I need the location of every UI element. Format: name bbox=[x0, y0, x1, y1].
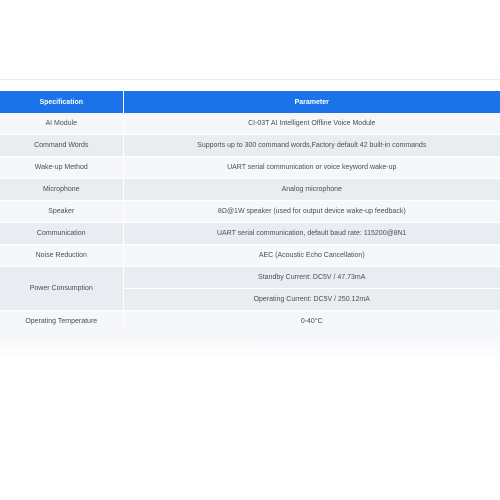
header-specification: Specification bbox=[0, 91, 123, 113]
page-divider bbox=[0, 79, 500, 80]
param-wake-up-method: UART serial communication or voice keyword wake-up bbox=[123, 157, 500, 179]
param-noise-reduction: AEC (Acoustic Echo Cancellation) bbox=[123, 245, 500, 267]
spec-operating-temperature: Operating Temperature bbox=[0, 311, 123, 333]
table-header-row bbox=[0, 91, 500, 113]
table-row bbox=[0, 113, 500, 135]
bottom-fade bbox=[0, 330, 500, 360]
param-command-words: Supports up to 300 command words,Factory default 42 built-in commands bbox=[123, 135, 500, 157]
spec-ai-module: AI Module bbox=[0, 113, 123, 135]
spec-power-consumption: Power Consumption bbox=[0, 267, 123, 311]
spec-speaker: Speaker bbox=[0, 201, 123, 223]
param-speaker: 8Ω@1W speaker (used for output device wake-up feedback) bbox=[123, 201, 500, 223]
param-communication: UART serial communication, default baud rate: 115200@8N1 bbox=[123, 223, 500, 245]
spec-noise-reduction: Noise Reduction bbox=[0, 245, 123, 267]
spec-wake-up-method: Wake-up Method bbox=[0, 157, 123, 179]
param-operating-current: Operating Current: DC5V / 250.12mA bbox=[253, 296, 370, 303]
param-standby-current: Standby Current: DC5V / 47.73mA bbox=[258, 274, 366, 281]
header-parameter: Parameter bbox=[123, 91, 500, 113]
specification-table bbox=[0, 91, 500, 333]
table-row bbox=[0, 135, 500, 157]
param-operating-temperature: 0-40°C bbox=[123, 311, 500, 333]
spec-command-words: Command Words bbox=[0, 135, 123, 157]
param-power-consumption bbox=[123, 267, 500, 311]
table-row bbox=[0, 245, 500, 267]
table-row bbox=[0, 179, 500, 201]
table-row bbox=[0, 201, 500, 223]
table-row bbox=[0, 157, 500, 179]
spec-communication: Communication bbox=[0, 223, 123, 245]
table-row bbox=[0, 223, 500, 245]
param-microphone: Analog microphone bbox=[123, 179, 500, 201]
table-row bbox=[0, 267, 500, 311]
param-ai-module: CI-03T AI Intelligent Offline Voice Module bbox=[123, 113, 500, 135]
spec-microphone: Microphone bbox=[0, 179, 123, 201]
